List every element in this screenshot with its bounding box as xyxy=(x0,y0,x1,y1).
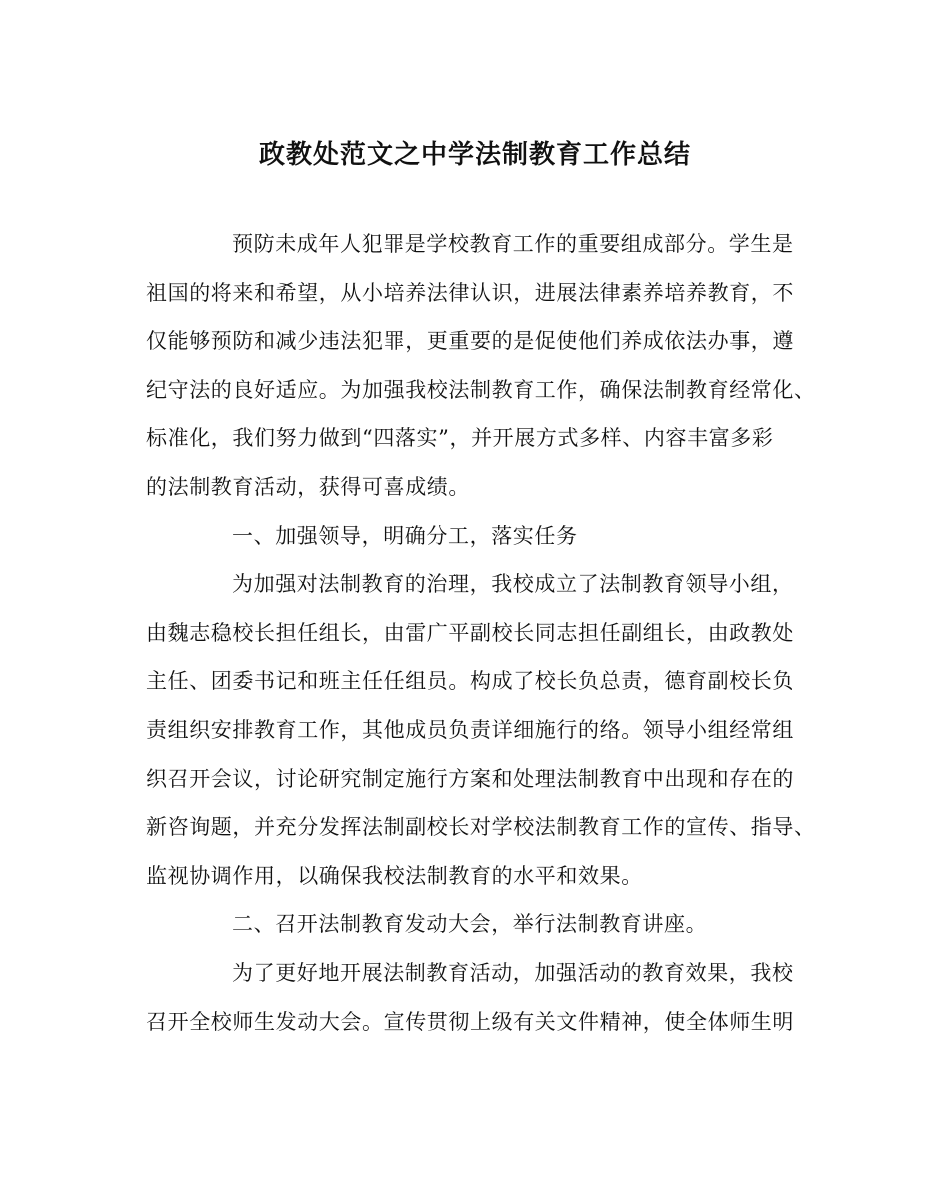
paragraph-line: 召开全校师生发动大会。宣传贯彻上级有关文件精神，使全体师生明 xyxy=(146,1009,794,1034)
paragraph-line: 由魏志稳校长担任组长，由雷广平副校长同志担任副组长，由政教处 xyxy=(146,620,794,645)
paragraph-line: 主任、团委书记和班主任任组员。构成了校长负总责，德育副校长负 xyxy=(146,669,794,694)
paragraph-line: 祖国的将来和希望，从小培养法律认识，进展法律素养培养教育，不 xyxy=(146,280,794,305)
paragraph-line: 织召开会议，讨论研究制定施行方案和处理法制教育中出现和存在的 xyxy=(146,766,794,791)
paragraph-line: 监视协调作用，以确保我校法制教育的水平和效果。 xyxy=(146,863,643,888)
document-body xyxy=(146,220,826,1046)
paragraph-line: 预防未成年人犯罪是学校教育工作的重要组成部分。学生是 xyxy=(232,232,794,256)
document-title: 政教处范文之中学法制教育工作总结 xyxy=(258,140,691,170)
paragraph-line: 的法制教育活动，获得可喜成绩。 xyxy=(146,474,470,499)
paragraph-line: 为了更好地开展法制教育活动，加强活动的教育效果，我校 xyxy=(232,960,794,985)
section-heading: 二、召开法制教育发动大会，举行法制教育讲座。 xyxy=(232,912,708,937)
paragraph-line: 标准化，我们努力做到“四落实”，并开展方式多样、内容丰富多彩 xyxy=(146,426,774,451)
paragraph-line: 新咨询题，并充分发挥法制副校长对学校法制教育工作的宣传、指导、 xyxy=(146,815,816,840)
paragraph-line: 纪守法的良好适应。为加强我校法制教育工作，确保法制教育经常化、 xyxy=(146,377,816,402)
section-heading: 一、加强领导，明确分工，落实任务 xyxy=(232,523,578,548)
paragraph-line: 仅能够预防和减少违法犯罪，更重要的是促使他们养成依法办事，遵 xyxy=(146,329,794,354)
paragraph-line: 为加强对法制教育的治理，我校成立了法制教育领导小组， xyxy=(232,572,794,597)
paragraph-line: 责组织安排教育工作，其他成员负责详细施行的络。领导小组经常组 xyxy=(146,717,794,742)
